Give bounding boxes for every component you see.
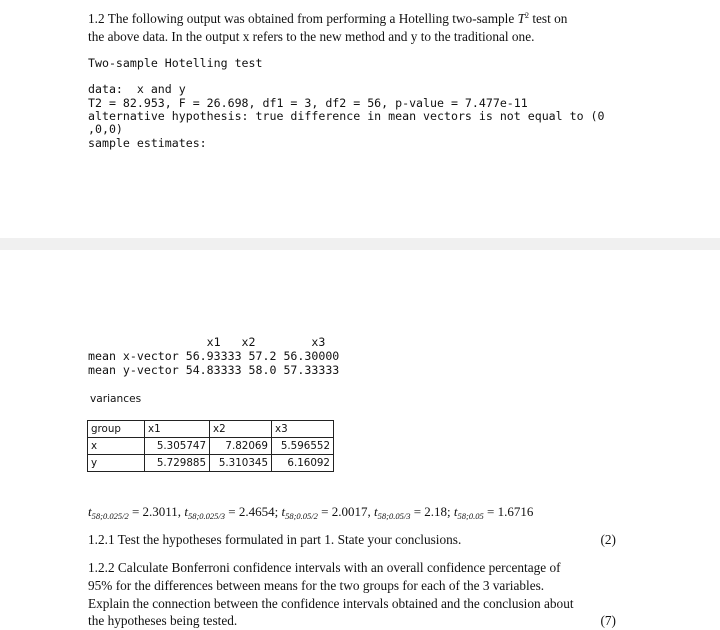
cell-x1: 5.305747 <box>145 438 210 455</box>
question-intro-line1 <box>88 10 567 27</box>
t-symbol: t <box>88 504 92 519</box>
output-mean-x: mean x-vector 56.93333 57.2 56.30000 <box>88 349 340 363</box>
table-header-row <box>88 421 334 438</box>
t2-subscript: 58;0.025/3 <box>187 511 226 521</box>
t5-subscript: 58;0.05 <box>457 511 484 521</box>
header-x1: x1 <box>145 421 210 438</box>
question-1-2-2-line4 <box>88 612 616 629</box>
question-1-2-2-line1: 1.2.2 Calculate Bonferroni confidence intervals with an overall confidence percentage of <box>88 560 561 575</box>
question-1-2-2-line4-text: the hypotheses being tested. <box>88 613 238 628</box>
header-x3: x3 <box>272 421 334 438</box>
t5-value: = 1.6716 <box>483 504 534 519</box>
t4-value: = 2.18; <box>410 504 454 519</box>
page-gap-band <box>0 238 720 250</box>
output-alt-line2: ,0,0) <box>88 122 123 136</box>
question-1-2-1 <box>88 531 616 548</box>
t2-value: = 2.4654; <box>225 504 282 519</box>
intro-text: 1.2 The following output was obtained from performing a Hotelling two-sample <box>88 11 518 26</box>
intro-text-end: test on <box>529 11 568 26</box>
t-symbol: t <box>281 504 286 519</box>
question-1-2-2-marks: (7) <box>600 613 616 628</box>
question-1-2-1-marks: (2) <box>600 532 616 547</box>
t-symbol: t <box>184 504 188 519</box>
t3-value: = 2.0017, <box>317 504 375 519</box>
output-stats-line: T2 = 82.953, F = 26.698, df1 = 3, df2 = 56, p-value = 7.477e-11 <box>88 96 528 110</box>
table-row <box>88 438 334 455</box>
question-1-2-1-text: 1.2.1 Test the hypotheses formulated in part 1. State your conclusions. <box>88 532 462 547</box>
t1-subscript: 58;0.025/2 <box>91 511 129 521</box>
output-data-line: data: x and y <box>88 82 186 96</box>
t-symbol: t <box>453 504 458 519</box>
output-alt-line1: alternative hypothesis: true difference in mean vectors is not equal to (0 <box>88 109 605 123</box>
output-mean-header: x1 x2 x3 <box>88 335 326 349</box>
t1-value: = 2.3011, <box>128 504 185 519</box>
hotelling-T-superscript: 2 <box>525 11 530 20</box>
header-group: group <box>88 421 145 438</box>
output-test-name: Two-sample Hotelling test <box>88 56 263 70</box>
header-x2: x2 <box>210 421 272 438</box>
output-mean-y: mean y-vector 54.83333 58.0 57.33333 <box>88 363 340 377</box>
output-sample-label: sample estimates: <box>88 136 207 150</box>
cell-x3: 5.596552 <box>272 438 334 455</box>
t4-subscript: 58;0.05/3 <box>377 511 411 521</box>
critical-t-values <box>88 503 533 525</box>
row-group: y <box>88 455 145 472</box>
cell-x3: 6.16092 <box>272 455 334 472</box>
variances-label: variances <box>90 393 142 405</box>
t3-subscript: 58;0.05/2 <box>285 511 318 521</box>
question-1-2-2-line2: 95% for the differences between means for the two groups for each of the 3 variables. <box>88 578 545 593</box>
table-row <box>88 455 334 472</box>
cell-x2: 7.82069 <box>210 438 272 455</box>
row-group: x <box>88 438 145 455</box>
question-intro-line2: the above data. In the output x refers to the new method and y to the traditional one. <box>88 29 535 44</box>
cell-x2: 5.310345 <box>210 455 272 472</box>
variances-table <box>87 420 334 472</box>
cell-x1: 5.729885 <box>145 455 210 472</box>
hotelling-T: T <box>517 11 526 26</box>
question-1-2-2-line3: Explain the connection between the confidence intervals obtained and the conclusion about <box>88 596 574 611</box>
t-symbol: t <box>374 504 378 519</box>
